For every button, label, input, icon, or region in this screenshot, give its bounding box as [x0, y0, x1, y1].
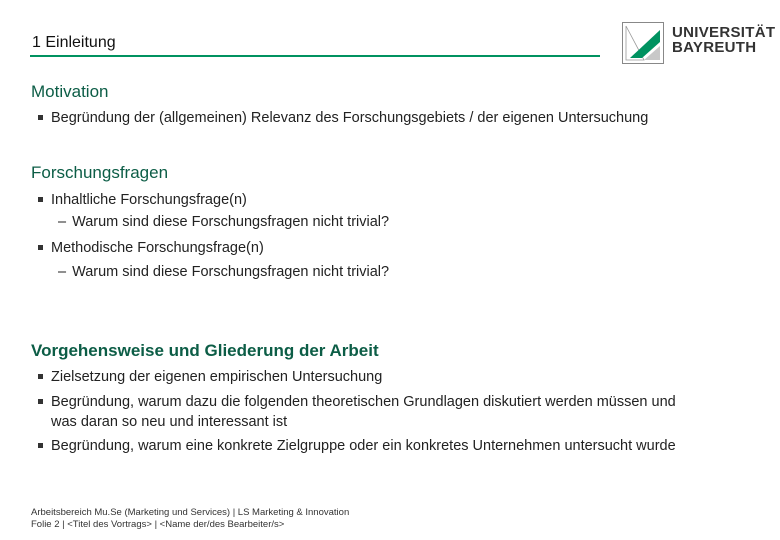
footer-line-2: Folie 2 | <Titel des Vortrags> | <Name der/des Bearbeiter/s> — [31, 519, 285, 530]
square-bullet-icon — [38, 374, 43, 379]
square-bullet-icon — [38, 245, 43, 250]
sub-list-item — [58, 264, 389, 280]
header-divider — [30, 55, 600, 57]
list-item-text: Zielsetzung der eigenen empirischen Untersuchung — [51, 369, 383, 385]
section-heading-forschungsfragen: Forschungsfragen — [31, 163, 169, 182]
list-item — [38, 367, 382, 387]
list-item — [38, 108, 648, 128]
section-heading-motivation: Motivation — [31, 82, 109, 101]
list-item-text: Begründung, warum eine konkrete Zielgruppe oder ein konkretes Unternehmen untersucht wurde — [51, 438, 676, 454]
square-bullet-icon — [38, 115, 43, 120]
list-item — [38, 190, 247, 210]
university-logo-icon — [622, 22, 664, 64]
square-bullet-icon — [38, 197, 43, 202]
list-item-text: Inhaltliche Forschungsfrage(n) — [51, 192, 247, 208]
list-item — [38, 238, 264, 258]
list-item — [38, 436, 676, 456]
list-item-continuation: was daran so neu und interessant ist — [51, 414, 288, 430]
logo-line-1: UNIVERSITÄT — [672, 24, 776, 41]
list-item — [38, 392, 676, 432]
dash-icon: – — [58, 214, 67, 230]
sub-list-item-text: Warum sind diese Forschungsfragen nicht trivial? — [72, 214, 390, 230]
list-item-text: Begründung der (allgemeinen) Relevanz des Forschungsgebiets / der eigenen Untersuchung — [51, 110, 649, 126]
sub-list-item-text: Warum sind diese Forschungsfragen nicht trivial? — [72, 264, 390, 280]
square-bullet-icon — [38, 443, 43, 448]
square-bullet-icon — [38, 399, 43, 404]
dash-icon: – — [58, 264, 67, 280]
logo-line-2: BAYREUTH — [672, 39, 757, 56]
list-item-text: Begründung, warum dazu die folgenden theoretischen Grundlagen diskutiert werden müssen und — [51, 394, 676, 410]
university-logo — [622, 22, 776, 66]
page-title: 1 Einleitung — [32, 34, 116, 51]
section-heading-vorgehensweise: Vorgehensweise und Gliederung der Arbeit — [31, 341, 379, 360]
sub-list-item — [58, 214, 389, 230]
list-item-text: Methodische Forschungsfrage(n) — [51, 240, 264, 256]
footer-line-1: Arbeitsbereich Mu.Se (Marketing und Services) | LS Marketing & Innovation — [31, 507, 350, 518]
